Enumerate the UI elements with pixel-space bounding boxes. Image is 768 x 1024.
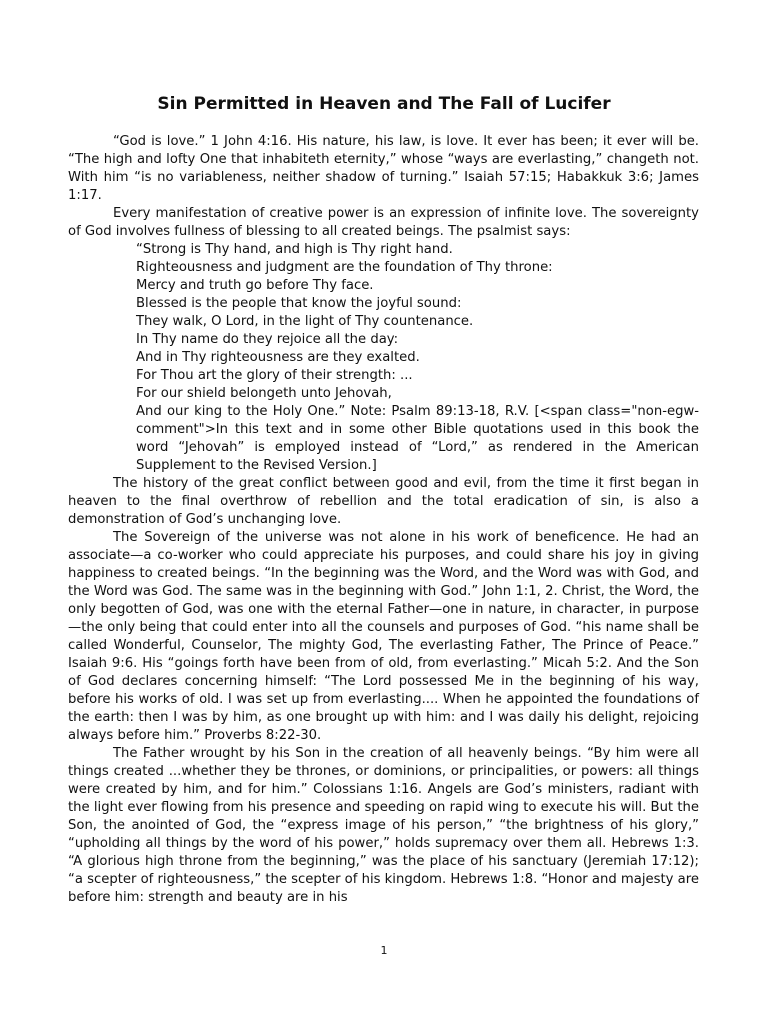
verse-line: In Thy name do they rejoice all the day: bbox=[136, 332, 399, 347]
verse-line: And in Thy righteousness are they exalted. bbox=[136, 350, 420, 365]
verse-line: Blessed is the people that know the joyful sound: bbox=[136, 296, 462, 311]
page-title: Sin Permitted in Heaven and The Fall of Lucifer bbox=[157, 94, 611, 114]
verse-line: For Thou art the glory of their strength: ... bbox=[136, 368, 413, 383]
verse-line: And our king to the Holy One.” Note: Psalm 89:13-18, R.V. [<span class="non-egw-comment">In this text and in some other Bible quotations used in this book the word “Jehovah” is employed instead of “Lord,” as rendered in the American Supplement to the Revised Version.] bbox=[136, 404, 699, 473]
paragraph: The history of the great conflict between good and evil, from the time it first began in heaven to the final overthrow of rebellion and the total eradication of sin, is also a demonstration of God’s unchanging love. bbox=[68, 476, 699, 527]
paragraph: Every manifestation of creative power is an expression of infinite love. The sovereignty of God involves fullness of blessing to all created beings. The psalmist says: bbox=[68, 206, 699, 239]
paragraph: The Father wrought by his Son in the creation of all heavenly beings. “By him were all things created ...whether they be thrones, or dominions, or principalities, or powers: all things were created by him, and for him.” Colossians 1:16. Angels are God’s ministers, radiant with the light ever flowing from his presence and speeding on rapid wing to execute his will. But the Son, the anointed of God, the “express image of his person,” “the brightness of his glory,” “upholding all things by the word of his power,” holds supremacy over them all. Hebrews 1:3. “A glorious high throne from the beginning,” was the place of his sanctuary (Jeremiah 17:12); “a scepter of righteousness,” the scepter of his kingdom. Hebrews 1:8. “Honor and majesty are before him: strength and beauty are in his bbox=[68, 746, 699, 905]
verse-line: Mercy and truth go before Thy face. bbox=[136, 278, 374, 293]
page-number: 1 bbox=[380, 944, 388, 957]
document-body bbox=[68, 133, 699, 907]
paragraph: “God is love.” 1 John 4:16. His nature, his law, is love. It ever has been; it ever will be. “The high and lofty One that inhabiteth eternity,” whose “ways are everlasting,” changeth not. With him “is no variableness, neither shadow of turning.” Isaiah 57:15; Habakkuk 3:6; James 1:17. bbox=[68, 134, 699, 203]
verse-line: They walk, O Lord, in the light of Thy countenance. bbox=[136, 314, 474, 329]
verse-line: “Strong is Thy hand, and high is Thy right hand. bbox=[136, 242, 453, 257]
verse-line: Righteousness and judgment are the foundation of Thy throne: bbox=[136, 260, 553, 275]
psalm-quotation bbox=[68, 241, 699, 475]
paragraph: The Sovereign of the universe was not alone in his work of beneficence. He had an associate—a co-worker who could appreciate his purposes, and could share his joy in giving happiness to created beings. “In the beginning was the Word, and the Word was with God, and the Word was God. The same was in the beginning with God.” John 1:1, 2. Christ, the Word, the only begotten of God, was one with the eternal Father—one in nature, in character, in purpose—the only being that could enter into all the counsels and purposes of God. “his name shall be called Wonderful, Counselor, The mighty God, The everlasting Father, The Prince of Peace.” Isaiah 9:6. His “goings forth have been from of old, from everlasting.” Micah 5:2. And the Son of God declares concerning himself: “The Lord possessed Me in the beginning of his way, before his works of old. I was set up from everlasting.... When he appointed the foundations of the earth: then I was by him, as one brought up with him: and I was daily his delight, rejoicing always before him.” Proverbs 8:22-30. bbox=[68, 530, 699, 743]
verse-line: For our shield belongeth unto Jehovah, bbox=[136, 386, 392, 401]
